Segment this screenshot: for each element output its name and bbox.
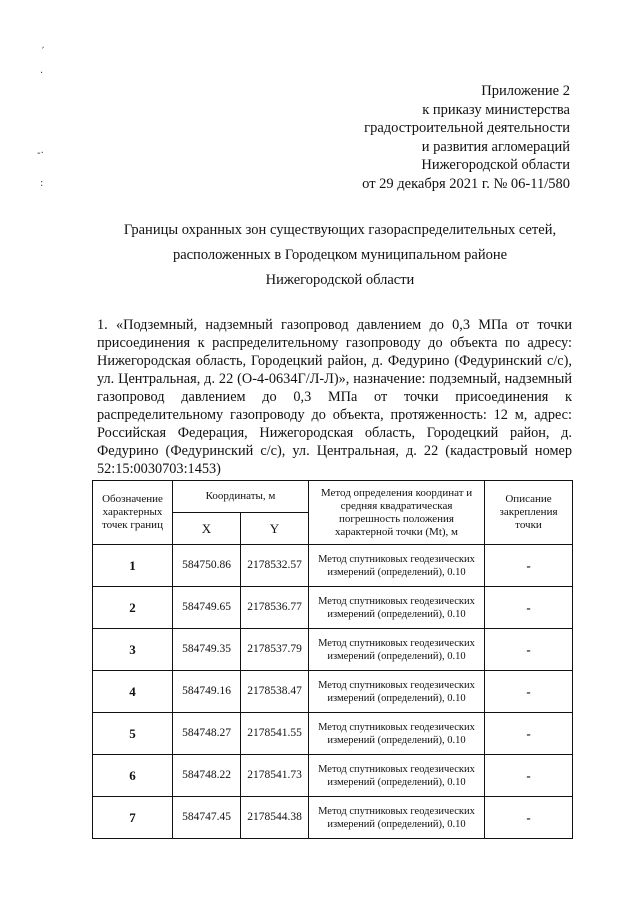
x-coordinate: 584749.35 xyxy=(173,629,241,671)
scan-mark: · xyxy=(40,68,44,79)
point-number: 1 xyxy=(93,545,173,587)
header-y: Y xyxy=(241,513,309,545)
method-text: Метод спутниковых геодезических измерений (определений), 0.10 xyxy=(309,797,485,839)
y-coordinate: 2178544.38 xyxy=(241,797,309,839)
point-number: 2 xyxy=(93,587,173,629)
point-number: 6 xyxy=(93,755,173,797)
fixing-description: - xyxy=(485,629,573,671)
y-coordinate: 2178536.77 xyxy=(241,587,309,629)
method-text: Метод спутниковых геодезических измерений (определений), 0.10 xyxy=(309,545,485,587)
table-row xyxy=(93,629,573,671)
method-text: Метод спутниковых геодезических измерений (определений), 0.10 xyxy=(309,629,485,671)
fixing-description: - xyxy=(485,713,573,755)
y-coordinate: 2178541.73 xyxy=(241,755,309,797)
point-number: 4 xyxy=(93,671,173,713)
x-coordinate: 584749.16 xyxy=(173,671,241,713)
header-x: X xyxy=(173,513,241,545)
table-row xyxy=(93,545,573,587)
method-text: Метод спутниковых геодезических измерений (определений), 0.10 xyxy=(309,671,485,713)
appendix-line: Приложение 2 xyxy=(481,83,570,99)
x-coordinate: 584747.45 xyxy=(173,797,241,839)
y-coordinate: 2178541.55 xyxy=(241,713,309,755)
x-coordinate: 584748.27 xyxy=(173,713,241,755)
appendix-header xyxy=(362,82,570,193)
appendix-line: к приказу министерства xyxy=(422,101,570,118)
appendix-line: градостроительной деятельности xyxy=(364,120,570,136)
scan-mark: -· xyxy=(37,148,44,159)
document-title xyxy=(60,218,620,293)
y-coordinate: 2178538.47 xyxy=(241,671,309,713)
fixing-description: - xyxy=(485,797,573,839)
object-description: 1. «Подземный, надземный газопровод давлением до 0,3 МПа от точки присоединения к распределительному газопроводу до объекта по адресу: Нижегородская область, Городецкий район, д. Федурино (Федуринский с/с), ул. Центральная, д. 22 (О-4-0634Г/Л-Л)», назначение: подземный, надземный газопровод давлением до 0,3 МПа от точки присоединения к распределительному газопроводу до объекта, протяженность: 12 м, адрес: Российская Федерация, Нижегородская область, Городецкий район, д. Федурино (Федуринский с/с), ул. Центральная, д. 22 (кадастровый номер 52:15:0030703:1453) xyxy=(97,317,572,477)
table-row xyxy=(93,671,573,713)
table-row xyxy=(93,797,573,839)
x-coordinate: 584748.22 xyxy=(173,755,241,797)
header-method: Метод определения координат и средняя квадратическая погрешность положения характерной точки (Мt), м xyxy=(309,481,485,545)
y-coordinate: 2178537.79 xyxy=(241,629,309,671)
title-line: Нижегородской области xyxy=(265,272,415,288)
scan-mark: ˏ xyxy=(40,38,45,49)
fixing-description: - xyxy=(485,545,573,587)
y-coordinate: 2178532.57 xyxy=(241,545,309,587)
header-coordinates: Координаты, м xyxy=(173,481,309,513)
appendix-line: и развития агломераций xyxy=(421,138,570,155)
fixing-description: - xyxy=(485,755,573,797)
title-line: расположенных в Городецком муниципальном районе xyxy=(172,247,508,263)
x-coordinate: 584750.86 xyxy=(173,545,241,587)
method-text: Метод спутниковых геодезических измерений (определений), 0.10 xyxy=(309,587,485,629)
point-number: 7 xyxy=(93,797,173,839)
scan-mark: : xyxy=(40,178,44,189)
point-number: 3 xyxy=(93,629,173,671)
appendix-line: от 29 декабря 2021 г. № 06-11/580 xyxy=(362,175,570,192)
point-number: 5 xyxy=(93,713,173,755)
header-designation: Обозначение характерных точек границ xyxy=(93,481,173,545)
table-row xyxy=(93,755,573,797)
table-row xyxy=(93,587,573,629)
x-coordinate: 584749.65 xyxy=(173,587,241,629)
method-text: Метод спутниковых геодезических измерений (определений), 0.10 xyxy=(309,755,485,797)
header-description: Описание закрепления точки xyxy=(485,481,573,545)
title-line: Границы охранных зон существующих газораспределительных сетей, xyxy=(123,222,557,238)
fixing-description: - xyxy=(485,671,573,713)
coordinates-table-wrapper xyxy=(92,480,573,839)
appendix-line: Нижегородской области xyxy=(421,157,570,173)
coordinates-table xyxy=(92,480,573,839)
table-row xyxy=(93,713,573,755)
fixing-description: - xyxy=(485,587,573,629)
method-text: Метод спутниковых геодезических измерений (определений), 0.10 xyxy=(309,713,485,755)
